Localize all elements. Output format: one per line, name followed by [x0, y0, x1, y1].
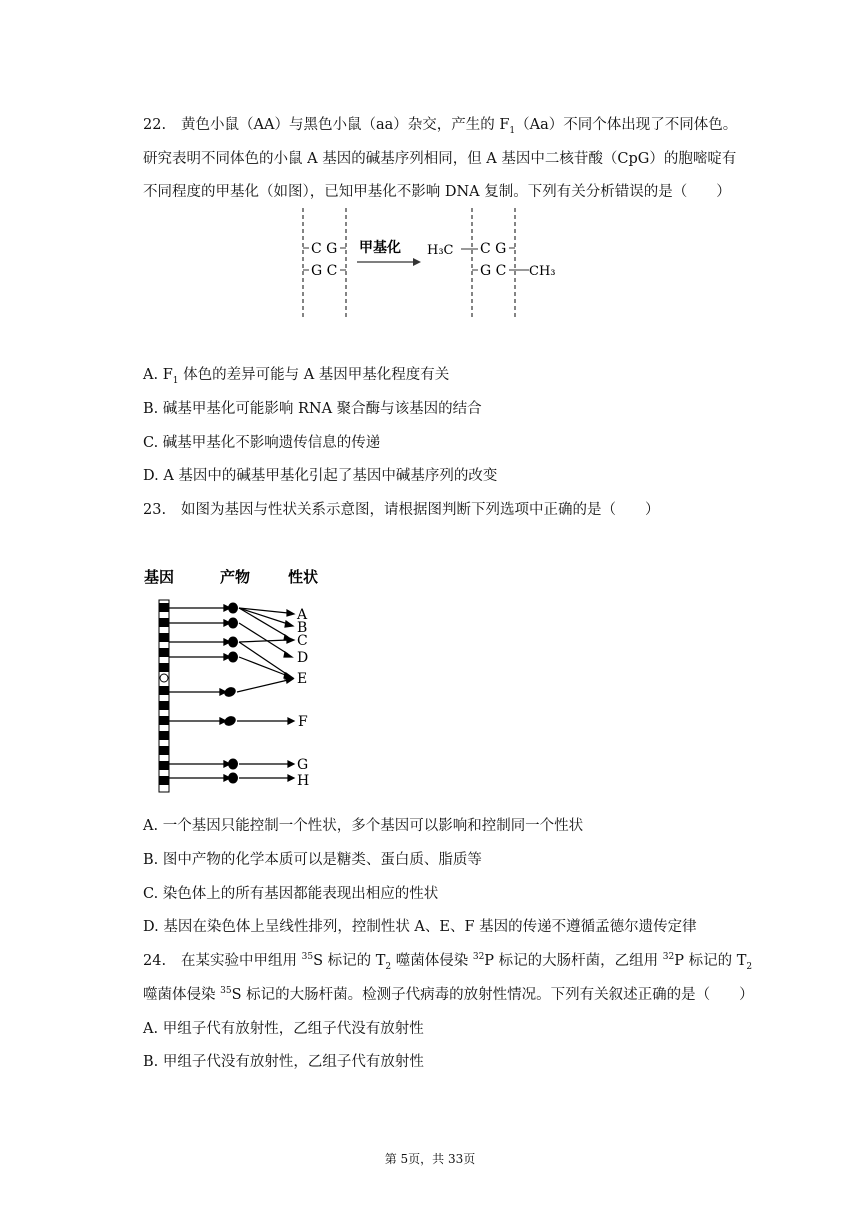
right-bottom-pair: G C: [480, 263, 507, 279]
q23-option-d: D. 基因在染色体上呈线性排列，控制性状 A、E、F 基因的传递不遵循孟德尔遗传定律: [143, 919, 697, 935]
products: [223, 603, 238, 784]
header-gene: 基因: [144, 568, 175, 586]
q23-option-c: C. 染色体上的所有基因都能表现出相应的性状: [143, 886, 439, 902]
q22-option-c: C. 碱基甲基化不影响遗传信息的传递: [143, 435, 381, 451]
q24-text-1b: S 标记的 T: [313, 953, 386, 969]
left-top-pair: C G: [311, 241, 338, 257]
q23-option-a: A. 一个基因只能控制一个性状，多个基因可以影响和控制同一个性状: [143, 818, 584, 834]
header-product: 产物: [220, 568, 251, 586]
trait-b: B: [297, 620, 308, 636]
q22-option-a-subscript: 1: [172, 375, 179, 386]
q22-subscript: 1: [509, 125, 516, 136]
q24-stem-line1: [143, 949, 752, 972]
gene-trait-figure: [140, 562, 340, 797]
q24-sup-2: 32: [472, 952, 485, 963]
chromosome: [159, 600, 169, 792]
q24-stem-line2: [143, 983, 754, 1004]
q22-option-d: D. A 基因中的碱基甲基化引起了基因中碱基序列的改变: [143, 468, 498, 484]
methylation-label: 甲基化: [359, 240, 401, 256]
q24-text-2a: 噬菌体侵染: [143, 987, 221, 1003]
trait-d: D: [297, 650, 309, 666]
trait-h: H: [297, 773, 310, 789]
q24-sub-2: 2: [746, 961, 753, 972]
q22-option-a: [143, 363, 449, 386]
q22-option-b: B. 碱基甲基化可能影响 RNA 聚合酶与该基因的结合: [143, 401, 482, 417]
header-trait: 性状: [288, 568, 319, 586]
q23-stem-text: 如图为基因与性状关系示意图，请根据图判断下列选项中正确的是（ ）: [181, 502, 660, 518]
h3c-label: H₃C: [427, 243, 454, 258]
q22-option-a-text-2: 体色的差异可能与 A 基因甲基化程度有关: [178, 367, 450, 383]
q24-option-b: B. 甲组子代没有放射性，乙组子代有放射性: [143, 1054, 424, 1070]
q23-stem: [143, 498, 660, 519]
q22-number: 22.: [143, 117, 167, 133]
trait-e: E: [297, 671, 308, 687]
page-footer: 第 5页，共 33页: [384, 1152, 476, 1166]
left-bottom-pair: G C: [311, 263, 338, 279]
q22-option-a-text-1: A. F: [143, 367, 173, 383]
ch3-label: CH₃: [529, 264, 556, 279]
q22-stem-line1: [143, 113, 737, 136]
q23-number: 23.: [143, 502, 167, 518]
trait-c: C: [297, 633, 308, 649]
trait-g: G: [297, 757, 309, 773]
q24-text-1d: P 标记的大肠杆菌，乙组用: [484, 953, 663, 969]
q24-sup-4: 35: [220, 986, 232, 997]
q24-text-2b: S 标记的大肠杆菌。检测子代病毒的放射性情况。下列有关叙述正确的是（ ）: [231, 987, 754, 1003]
q24-text-1a: 在某实验中甲组用: [181, 953, 302, 969]
trait-f: F: [298, 714, 308, 730]
q24-sup-3: 32: [662, 952, 675, 963]
q24-text-1c: 噬菌体侵染: [391, 953, 473, 969]
q22-stem-text-1b: （Aa）不同个体出现了不同体色。: [515, 117, 738, 133]
q22-stem-text-1a: 黄色小鼠（AA）与黑色小鼠（aa）杂交，产生的 F: [181, 117, 510, 133]
q22-stem-line2: 研究表明不同体色的小鼠 A 基因的碱基序列相同，但 A 基因中二核苷酸（CpG）的胞嘧啶有: [143, 151, 737, 167]
q22-stem-line3: 不同程度的甲基化（如图），已知甲基化不影响 DNA 复制。下列有关分析错误的是（ ）: [143, 184, 731, 200]
q24-number: 24.: [143, 953, 167, 969]
q24-option-a: A. 甲组子代有放射性，乙组子代没有放射性: [143, 1021, 424, 1037]
trait-a: A: [297, 607, 308, 623]
right-top-pair: C G: [480, 241, 507, 257]
q24-sub-1: 2: [385, 961, 392, 972]
q24-text-1e: P 标记的 T: [674, 953, 747, 969]
q24-sup-1: 35: [301, 952, 314, 963]
q23-option-b: B. 图中产物的化学本质可以是糖类、蛋白质、脂质等: [143, 852, 482, 868]
methylation-figure: [295, 208, 565, 320]
